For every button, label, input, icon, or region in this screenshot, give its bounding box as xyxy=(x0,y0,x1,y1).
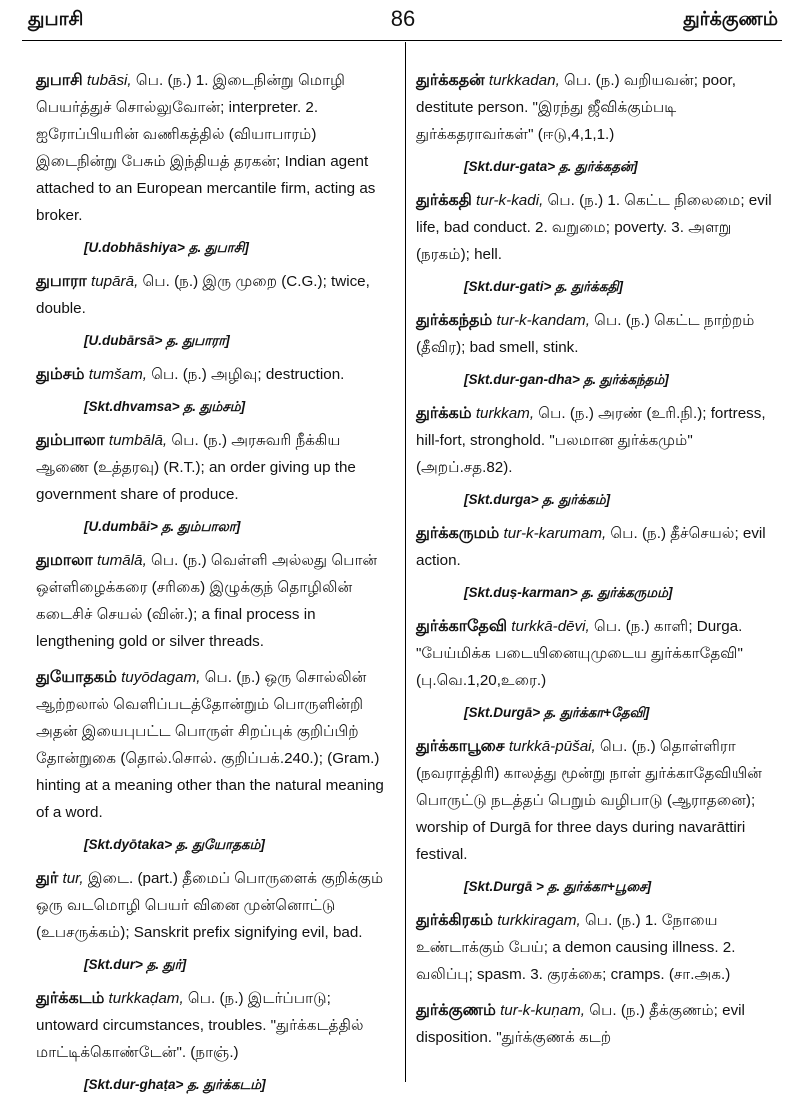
transliteration: tur-k-karumam, xyxy=(503,525,607,542)
definition: பெ. (ந.) இரு முறை (C.G.); twice, double. xyxy=(36,273,370,317)
dictionary-entry xyxy=(416,519,782,604)
dictionary-entry xyxy=(36,426,394,538)
dictionary-entry xyxy=(416,66,782,178)
dictionary-entry xyxy=(36,267,394,352)
etymology: [Skt.dur-ghaṭa> த. துர்க்கடம்] xyxy=(84,1077,266,1092)
definition: பெ. (ந.) 1. கெட்ட நிலைமை; evil life, bad conduct. 2. வறுமை; poverty. 3. அளறு (நரகம்); hell. xyxy=(416,192,772,263)
left-column xyxy=(36,66,394,1104)
dictionary-entry xyxy=(36,66,394,259)
etymology: [U.dumbāi> த. தும்பாலா] xyxy=(84,519,241,534)
etymology: [U.dubārsā> த. துபாரா] xyxy=(84,333,230,348)
headword: துபாசி xyxy=(36,70,83,89)
dictionary-entry xyxy=(416,399,782,511)
transliteration: tuyōdagam, xyxy=(121,669,201,686)
etymology: [Skt.dhvamsa> த. தும்சம்] xyxy=(84,399,246,414)
headword: துர்க்கடம் xyxy=(36,988,105,1007)
definition: பெ. (ந.) வறியவன்; poor, destitute person. "இரந்து ஜீவிக்கும்படி துர்க்கதராவர்கள்" (ஈடு,4,1,1.) xyxy=(416,72,736,143)
headword: துர்க்கந்தம் xyxy=(416,310,493,329)
right-guide-word: துர்க்குணம் xyxy=(683,8,778,30)
definition: பெ. (ந.) 1. நோயை உண்டாக்கும் பேய்; a demon causing illness. 2. வலிப்பு; spasm. 3. குரக்கை; cramps. (சா.அக.) xyxy=(416,912,736,983)
headword: துர்க்கம் xyxy=(416,403,472,422)
transliteration: tur-k-kandam, xyxy=(496,312,590,329)
dictionary-entry xyxy=(416,306,782,391)
headword: துபாரா xyxy=(36,271,87,290)
transliteration: turkkaḍam, xyxy=(108,990,184,1007)
headword: துர்க்கருமம் xyxy=(416,523,500,542)
transliteration: turkkam, xyxy=(475,405,535,422)
dictionary-entry xyxy=(416,732,782,898)
dictionary-entry xyxy=(36,984,394,1096)
etymology: [U.dobhāshiya> த. துபாசி] xyxy=(84,240,249,255)
definition: பெ. (ந.) தீக்குணம்; evil disposition. "துர்க்குணக் கடற் xyxy=(416,1002,745,1046)
headword: துமாலா xyxy=(36,550,93,569)
definition: பெ. (ந.) இடர்ப்பாடு; untoward circumstances, troubles. "துர்க்கடத்தில் மாட்டிக்கொண்டேன்". (நாஞ்.) xyxy=(36,990,364,1061)
transliteration: tur-k-kadi, xyxy=(476,192,544,209)
dictionary-entry xyxy=(36,663,394,856)
definition: பெ. (ந.) காளி; Durga. "பேய்மிக்க படையினையுமுடைய துர்க்காதேவி" (பு.வெ.1,20,உரை.) xyxy=(416,618,743,689)
column-divider xyxy=(405,42,406,1082)
definition: இடை. (part.) தீமைப் பொருளைக் குறிக்கும் ஒரு வடமொழி பெயர் வினை முன்னொட்டு (உபசருக்கம்); Sanskrit prefix signifying evil, bad. xyxy=(36,870,384,941)
definition: பெ. (ந.) தொள்ளிரா (நவராத்திரி) காலத்து மூன்று நாள் துர்க்காதேவியின் பொருட்டு நடத்தப் பெறும் வழிபாடு (ஆராதனை); worship of Durgā for three days during navarāttiri festival. xyxy=(416,738,763,863)
transliteration: turkkā-pūšai, xyxy=(508,738,596,755)
dictionary-entry xyxy=(416,906,782,988)
dictionary-entry xyxy=(416,612,782,724)
transliteration: tur-k-kuṇam, xyxy=(500,1002,586,1019)
etymology: [Skt.Durgā> த. துர்க்கா+தேவி] xyxy=(464,705,650,720)
etymology: [Skt.dur-gan-dha> த. துர்க்கந்தம்] xyxy=(464,372,669,387)
definition: பெ. (ந.) 1. இடைநின்று மொழி பெயர்த்துச் சொல்லுவோன்; interpreter. 2. ஐரோப்பியரின் வணிகத்தில் (வியாபாரம்) இடைநின்று பேசும் இந்தியத் தரகன்; Indian agent attached to an European mercantile firm, acting as broker. xyxy=(36,72,376,224)
definition: பெ. (ந.) ஒரு சொல்லின் ஆற்றலால் வெளிப்படத்தோன்றும் பொருளின்றி அதன் இயைபுபட்ட பொருள் சிறப்புக் குறிப்பிற் தோன்றுகை (தொல்.சொல். குறிப்பக்.240.); (Gram.) hinting at a meaning other than the natural meaning of a word. xyxy=(36,669,384,821)
headword: துர் xyxy=(36,868,59,887)
transliteration: tubāsi, xyxy=(86,72,132,89)
transliteration: tur, xyxy=(62,870,84,887)
definition: பெ. (ந.) அரசுவரி நீக்கிய ஆணை (உத்தரவு) (R.T.); an order giving up the government share of produce. xyxy=(36,432,356,503)
transliteration: turkkā-dēvi, xyxy=(511,618,590,635)
transliteration: tupārā, xyxy=(91,273,139,290)
headword: துர்க்கிரகம் xyxy=(416,910,493,929)
definition: பெ. (ந.) தீச்செயல்; evil action. xyxy=(416,525,766,569)
headword: துர்க்குணம் xyxy=(416,1000,496,1019)
transliteration: tumšam, xyxy=(88,366,147,383)
dictionary-entry xyxy=(36,360,394,418)
running-head xyxy=(28,6,778,40)
transliteration: turkkiragam, xyxy=(497,912,581,929)
etymology: [Skt.Durgā > த. துர்க்கா+பூசை] xyxy=(464,879,652,894)
etymology: [Skt.dur-gati> த. துர்க்கதி] xyxy=(464,279,624,294)
headword: துர்க்காதேவி xyxy=(416,616,508,635)
headword: தும்பாலா xyxy=(36,430,105,449)
headword: தும்சம் xyxy=(36,364,85,383)
header-rule xyxy=(22,40,782,41)
definition: பெ. (ந.) அழிவு; destruction. xyxy=(151,366,345,383)
etymology: [Skt.dur> த. துர்] xyxy=(84,957,187,972)
transliteration: turkkadan, xyxy=(488,72,560,89)
definition: பெ. (ந.) வெள்ளி அல்லது பொன் ஒள்ளிழைக்கரை (சரிகை) இழுக்குந் தொழிலின் கடைசிச் செயல் (வின்.); a final process in lengthening gold or silver threads. xyxy=(36,552,378,650)
dictionary-entry xyxy=(416,996,782,1051)
headword: துயோதகம் xyxy=(36,667,117,686)
etymology: [Skt.dyōtaka> த. துயோதகம்] xyxy=(84,837,265,852)
headword: துர்க்காபூசை xyxy=(416,736,505,755)
etymology: [Skt.durga> த. துர்க்கம்] xyxy=(464,492,611,507)
transliteration: tumālā, xyxy=(96,552,147,569)
etymology: [Skt.duṣ-karman> த. துர்க்கருமம்] xyxy=(464,585,673,600)
right-column xyxy=(416,66,782,1059)
dictionary-entry xyxy=(416,186,782,298)
definition: பெ. (ந.) கெட்ட நாற்றம் (தீவிர); bad smell, stink. xyxy=(416,312,755,356)
etymology: [Skt.dur-gata> த. துர்க்கதன்] xyxy=(464,159,638,174)
dictionary-entry xyxy=(36,864,394,976)
page-number: 86 xyxy=(390,6,416,31)
left-guide-word: துபாசி xyxy=(28,8,84,30)
transliteration: tumbālā, xyxy=(108,432,168,449)
definition: பெ. (ந.) அரண் (உரி.நி.); fortress, hill-fort, stronghold. "பலமான துர்க்கமும்" (அறப்.சத.82). xyxy=(416,405,766,476)
dictionary-entry xyxy=(36,546,394,655)
headword: துர்க்கதி xyxy=(416,190,472,209)
headword: துர்க்கதன் xyxy=(416,70,485,89)
